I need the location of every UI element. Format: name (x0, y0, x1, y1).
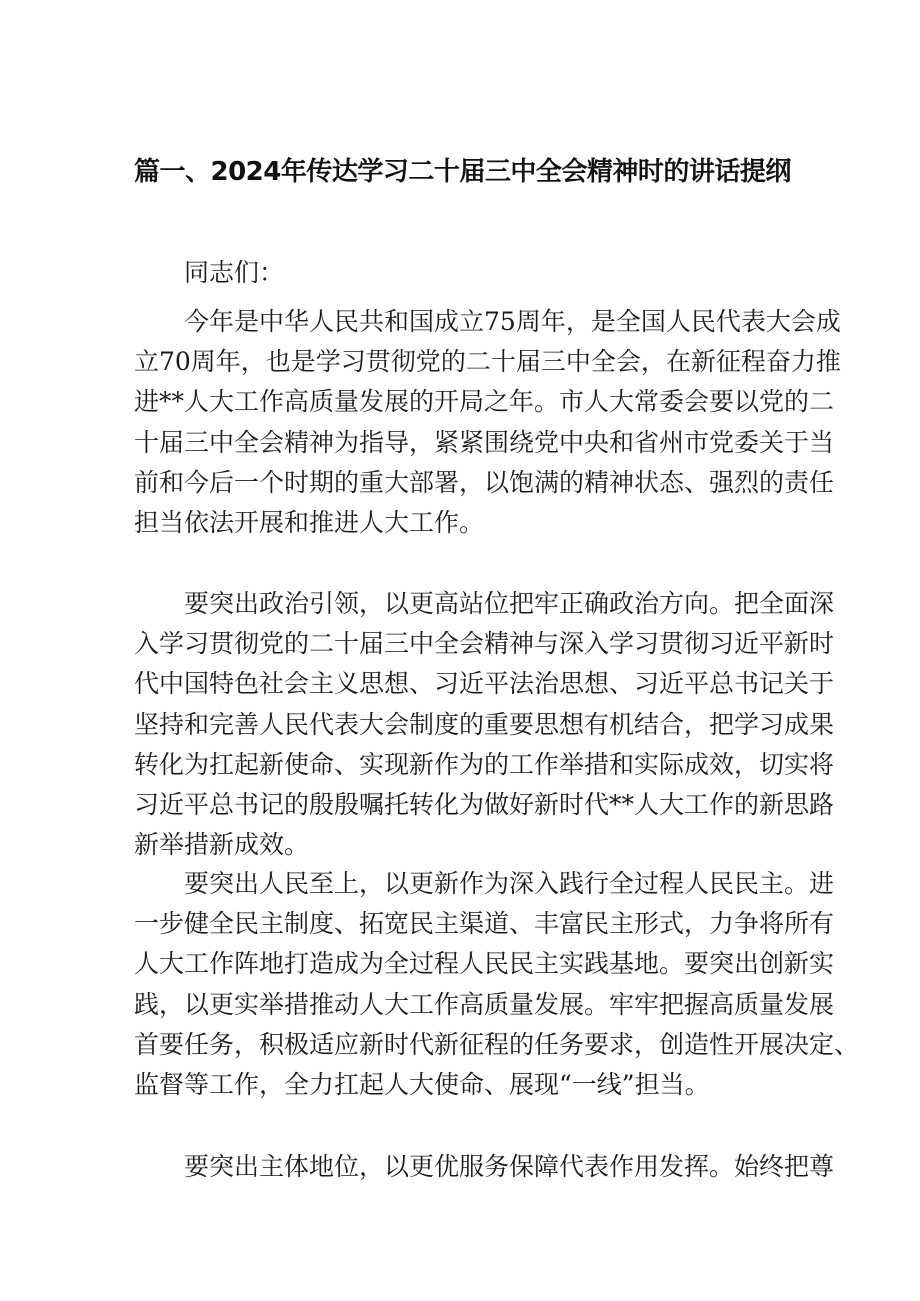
paragraph-line: 要突出政治引领，以更高站位把牢正确政治方向。把全面深 (184, 589, 835, 618)
paragraph-line: 代中国特色社会主义思想、习近平法治思想、习近平总书记关于 (134, 669, 835, 699)
paragraph-2 (134, 584, 835, 865)
paragraph-line: 践，以更实举措推动人大工作高质量发展。牢牢把握高质量发展 (134, 989, 835, 1019)
paragraph-line: 一步健全民主制度、拓宽民主渠道、丰富民主形式，力争将所有 (134, 909, 835, 939)
paragraph-line: 习近平总书记的殷殷嘱托转化为做好新时代**人大工作的新思路 (134, 789, 835, 819)
paragraph-line: 担当依法开展和推进人大工作。 (134, 507, 485, 537)
paragraph-line: 立70周年，也是学习贯彻党的二十届三中全会，在新征程奋力推 (134, 347, 841, 377)
paragraph-line: 人大工作阵地打造成为全过程人民民主实践基地。要突出创新实 (134, 949, 835, 979)
paragraph-line: 转化为扛起新使命、实现新作为的工作举措和实际成效，切实将 (134, 749, 835, 779)
paragraph-1 (134, 302, 841, 543)
document-title: 篇一、2024年传达学习二十届三中全会精神时的讲话提纲 (134, 157, 791, 187)
paragraph-line: 要突出人民至上，以更新作为深入践行全过程人民民主。进 (184, 869, 835, 898)
paragraph-line: 今年是中华人民共和国成立75周年，是全国人民代表大会成 (184, 307, 841, 336)
paragraph-line: 前和今后一个时期的重大部署，以饱满的精神状态、强烈的责任 (134, 467, 835, 497)
paragraph-line: 进**人大工作高质量发展的开局之年。市人大常委会要以党的二 (134, 387, 835, 417)
salutation: 同志们： (184, 258, 285, 287)
paragraph-line: 十届三中全会精神为指导，紧紧围绕党中央和省州市党委关于当 (134, 427, 835, 457)
paragraph-line: 首要任务，积极适应新时代新征程的任务要求，创造性开展决定、 (134, 1029, 860, 1059)
paragraph-4 (134, 1147, 835, 1187)
paragraph-line: 坚持和完善人民代表大会制度的重要思想有机结合，把学习成果 (134, 709, 835, 739)
paragraph-line: 要突出主体地位，以更优服务保障代表作用发挥。始终把尊 (184, 1152, 835, 1181)
paragraph-line: 入学习贯彻党的二十届三中全会精神与深入学习贯彻习近平新时 (134, 629, 835, 659)
paragraph-line: 新举措新成效。 (134, 830, 310, 860)
paragraph-3 (134, 864, 860, 1105)
paragraph-line: 监督等工作，全力扛起人大使命、展现“一线”担当。 (134, 1069, 710, 1099)
